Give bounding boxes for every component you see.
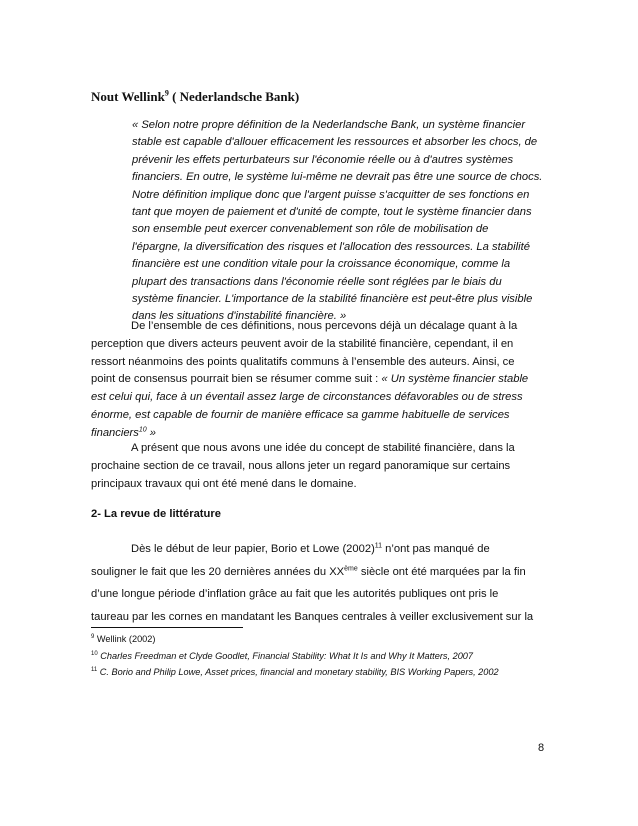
footnote-number: 10	[91, 650, 98, 657]
footnote	[91, 651, 473, 661]
quote-line: plupart des transactions dans l'économie réelle sont réglées par le biais du	[132, 275, 502, 288]
quote-line: stable est capable d'allouer efficacement les ressources et absorber les chocs, de	[132, 136, 538, 149]
quote-line: tant que moyen de paiement et d'unité de compte, tout le système financier dans	[132, 206, 532, 219]
paragraph-line: ressort néanmoins des points qualitatifs communs à l’ensemble des auteurs. Ainsi, ce	[91, 355, 515, 368]
page-number: 8	[538, 742, 545, 754]
footnote-ref: 10	[138, 426, 147, 434]
footnote-separator	[91, 627, 243, 628]
superscript: ème	[344, 564, 358, 572]
paragraph-text: point de consensus pourrait bien se résumer comme suit :	[91, 373, 382, 386]
heading-footnote-ref: 9	[164, 88, 169, 98]
footnote-number: 9	[91, 633, 95, 640]
footnote	[91, 634, 155, 644]
heading-name: Nout Wellink	[91, 89, 165, 104]
quote-line: prévenir les effets perturbateurs sur l'économie réelle ou à d'autres systèmes	[132, 153, 514, 166]
heading-org: ( Nederlandsche Bank)	[168, 89, 300, 104]
paragraph-text: n’ont pas manqué de	[382, 543, 490, 555]
quote-line: l'épargne, la diversification des risques et l'allocation des ressources. La stabilité	[132, 240, 530, 253]
footnote-text: Wellink (2002)	[96, 634, 156, 644]
paragraph-line: taureau par les cornes en mandatant les Banques centrales à veiller exclusivement sur la	[91, 610, 534, 623]
quote-line: « Selon notre propre définition de la Nederlandsche Bank, un système financier	[132, 119, 526, 131]
quote-line: Notre définition implique donc que l'argent puisse s'acquitter de ses fonctions en	[132, 188, 530, 201]
paragraph-line: prochaine section de ce travail, nous allons jeter un regard panoramique sur certains	[91, 459, 511, 472]
paragraph-line: énorme, est capable de fournir de manière efficace sa gamme habituelle de services	[91, 408, 510, 421]
paragraph-text: Dès le début de leur papier, Borio et Lowe (2002)	[131, 543, 375, 555]
block-quote	[132, 117, 542, 326]
section-heading	[91, 89, 299, 105]
footnote-text: C. Borio and Philip Lowe, Asset prices, financial and monetary stability, BIS Working Papers, 2002	[97, 667, 499, 677]
footnote-ref: 11	[374, 542, 383, 550]
quote-line: dans les situations d'instabilité financière. »	[132, 310, 347, 323]
paragraph-line: d’une longue période d’inflation grâce au fait que les autorités publiques ont pris le	[91, 588, 499, 600]
quote-line: financiers. En outre, le système lui-même ne devrait pas être une source de chocs.	[132, 171, 543, 184]
quote-line: son ensemble peut exercer convenablement son rôle de mobilisation de	[132, 223, 489, 236]
paragraph-italic-text: »	[146, 426, 157, 439]
paragraph-definitions	[91, 318, 546, 443]
footnote-text: Charles Freedman et Clyde Goodlet, Financial Stability: What It Is and Why It Matters, 2007	[100, 651, 474, 661]
footnote-number: 11	[91, 666, 98, 673]
paragraph-text: siècle ont été marquées par la fin	[357, 565, 526, 578]
paragraph-italic-text: « Un système financier stable	[381, 373, 529, 386]
paragraph-line: A présent que nous avons une idée du concept de stabilité financière, dans la	[131, 442, 515, 454]
section-title: 2- La revue de littérature	[91, 508, 221, 520]
paragraph-line: perception que divers acteurs peuvent avoir de la stabilité financière, cependant, il en	[91, 337, 514, 350]
paragraph-line	[91, 371, 546, 389]
paragraph-transition	[91, 440, 546, 493]
paragraph-literature	[91, 538, 546, 628]
paragraph-line: De l’ensemble de ces définitions, nous percevons déjà un décalage quant à la	[131, 320, 518, 332]
paragraph-italic-text: financiers	[91, 426, 139, 439]
quote-line: système financier. L'importance de la stabilité financière est peut-être plus visible	[132, 293, 533, 306]
paragraph-line	[91, 538, 546, 561]
paragraph-line	[91, 561, 546, 584]
quote-line: financière est une condition vitale pour la croissance économique, comme la	[132, 258, 511, 271]
paragraph-text: souligner le fait que les 20 dernières années du XX	[91, 565, 345, 578]
paragraph-line: principaux travaux qui ont été mené dans le domaine.	[91, 477, 357, 490]
paragraph-line: est celui qui, face à un éventail assez large de circonstances défavorables ou de stress	[91, 391, 523, 404]
footnote	[91, 667, 499, 677]
